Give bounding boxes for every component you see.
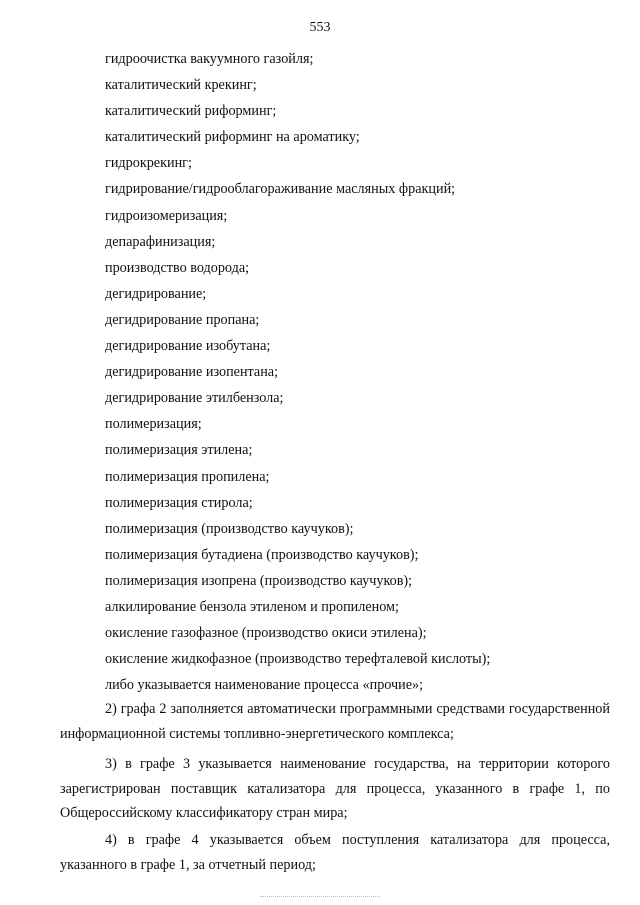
list-item: гидрокрекинг; bbox=[105, 155, 192, 172]
list-item: окисление жидкофазное (производство терефталевой кислоты); bbox=[105, 651, 491, 668]
scan-edge-mark bbox=[260, 896, 380, 899]
list-item: полимеризация бутадиена (производство каучуков); bbox=[105, 546, 419, 563]
list-item: либо указывается наименование процесса «прочие»; bbox=[105, 677, 424, 694]
list-item: каталитический риформинг на ароматику; bbox=[105, 129, 360, 146]
list-item: каталитический крекинг; bbox=[105, 77, 257, 94]
list-item: дегидрирование изопентана; bbox=[105, 364, 279, 381]
list-item: дегидрирование этилбензола; bbox=[105, 390, 284, 407]
list-item: гидроочистка вакуумного газойля; bbox=[105, 51, 314, 67]
list-item: окисление газофазное (производство окиси этилена); bbox=[105, 625, 427, 642]
list-item: полимеризация (производство каучуков); bbox=[105, 520, 354, 537]
list-item: полимеризация этилена; bbox=[105, 442, 253, 459]
paragraph-2: 2) графа 2 заполняется автоматически программными средствами государственной информационной системы топливно-энергетического комплекса; bbox=[60, 701, 610, 742]
list-item: полимеризация изопрена (производство каучуков); bbox=[105, 572, 413, 589]
list-item: депарафинизация; bbox=[105, 233, 216, 250]
paragraph-4: 4) в графе 4 указывается объем поступления катализатора для процесса, указанного в графе 1, за отчетный период; bbox=[60, 832, 610, 873]
list-item: полимеризация стирола; bbox=[105, 494, 253, 511]
list-item: гидрирование/гидрооблагораживание масляных фракций; bbox=[105, 181, 456, 198]
list-item: производство водорода; bbox=[105, 259, 250, 276]
page-number: 553 bbox=[309, 20, 331, 35]
list-item: полимеризация; bbox=[105, 416, 202, 433]
list-item: дегидрирование пропана; bbox=[105, 311, 260, 328]
list-item: каталитический риформинг; bbox=[105, 103, 277, 120]
paragraph-3: 3) в графе 3 указывается наименование государства, на территории которого зарегистрирован поставщик катализатора для процесса, указанного в графе 1, по Общероссийскому классификатору стран мира; bbox=[60, 756, 610, 821]
list-item: алкилирование бензола этиленом и пропиленом; bbox=[105, 598, 399, 615]
list-item: гидроизомеризация; bbox=[105, 207, 228, 224]
list-item: дегидрирование изобутана; bbox=[105, 338, 271, 355]
process-list bbox=[0, 46, 640, 698]
list-item: дегидрирование; bbox=[105, 285, 207, 302]
list-item: полимеризация пропилена; bbox=[105, 468, 270, 485]
